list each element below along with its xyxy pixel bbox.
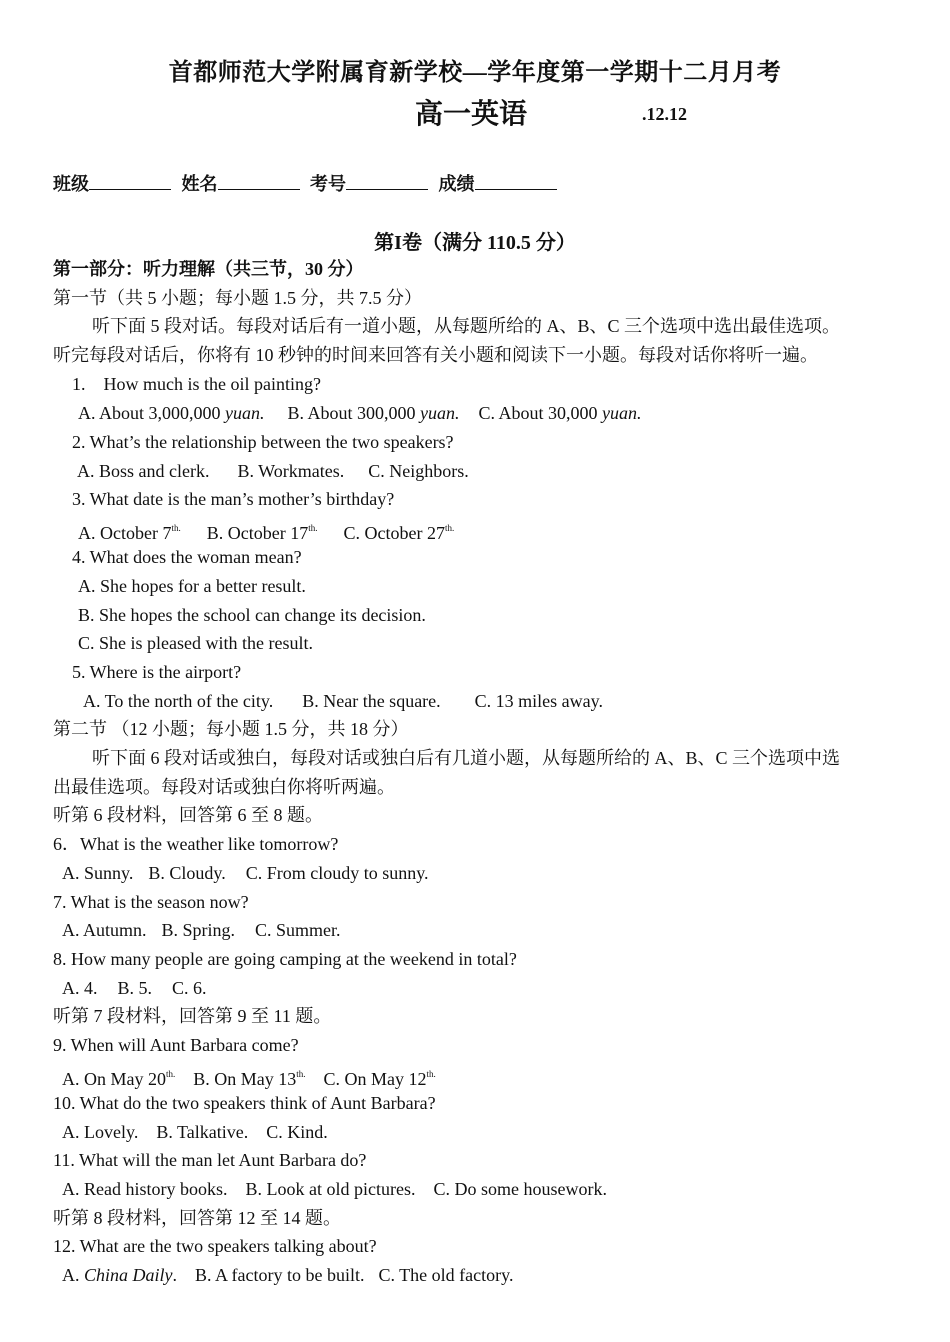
option-b[interactable]: B. Workmates. xyxy=(237,461,345,481)
option-b[interactable]: B. A factory to be built. xyxy=(195,1265,365,1285)
option-c[interactable] xyxy=(344,523,455,543)
question-3-options xyxy=(78,516,454,545)
section1-instruction-1: 听下面 5 段对话。每段对话后有一道小题，从每题所给的 A、B、C 三个选项中选出最佳选项。 xyxy=(92,316,841,336)
question-4-stem: 4. What does the woman mean? xyxy=(72,547,302,567)
option-a[interactable]: A. 4. xyxy=(62,978,98,998)
option-c-unit: yuan. xyxy=(602,403,642,423)
option-c[interactable]: C. 6. xyxy=(172,978,207,998)
ordinal-suffix: th. xyxy=(444,523,455,533)
option-c-text: C. On May 12 xyxy=(323,1069,427,1089)
option-c[interactable]: C. The old factory. xyxy=(378,1265,514,1285)
option-b-unit: yuan. xyxy=(420,403,460,423)
option-c-text: C. About 30,000 xyxy=(478,403,603,423)
field-id-blank[interactable] xyxy=(346,173,428,190)
question-10-stem: 10. What do the two speakers think of Aunt Barbara? xyxy=(53,1093,436,1113)
option-c-text: C. October 27 xyxy=(343,523,445,543)
option-b[interactable]: B. Spring. xyxy=(161,920,236,940)
question-11-options xyxy=(62,1177,607,1201)
option-a[interactable] xyxy=(78,523,181,543)
question-6-stem: 6．What is the weather like tomorrow? xyxy=(53,834,339,854)
option-c[interactable] xyxy=(324,1069,436,1089)
exam-title: 首都师范大学附属育新学校—学年度第一学期十二月月考 xyxy=(168,60,782,86)
question-12-stem: 12. What are the two speakers talking about? xyxy=(53,1236,377,1256)
option-b-text: B. On May 13 xyxy=(193,1069,297,1089)
option-a-text: A. On May 20 xyxy=(62,1069,166,1089)
option-a[interactable] xyxy=(62,1069,175,1089)
option-a[interactable]: A. Boss and clerk. xyxy=(77,461,210,481)
question-7-options xyxy=(62,918,341,942)
question-12-options xyxy=(62,1263,513,1287)
option-c[interactable]: C. She is pleased with the result. xyxy=(78,633,313,653)
option-b[interactable] xyxy=(207,523,318,543)
question-2-options xyxy=(77,459,469,483)
ordinal-suffix: th. xyxy=(171,523,181,533)
option-b[interactable] xyxy=(288,403,460,423)
option-a[interactable] xyxy=(62,1265,177,1285)
question-1-stem: 1. How much is the oil painting? xyxy=(72,374,321,394)
option-a[interactable] xyxy=(78,403,265,423)
option-a[interactable]: A. Autumn. xyxy=(62,920,147,940)
question-10-options xyxy=(62,1120,328,1144)
question-5-options xyxy=(83,689,603,713)
option-b[interactable]: B. Talkative. xyxy=(156,1122,249,1142)
option-c[interactable]: C. Kind. xyxy=(266,1122,328,1142)
option-b-text: B. October 17 xyxy=(206,523,309,543)
option-b[interactable]: B. Cloudy. xyxy=(148,863,226,883)
option-a[interactable]: A. To the north of the city. xyxy=(83,691,274,711)
exam-date: .12.12 xyxy=(642,104,687,124)
material-7-heading: 听第 7 段材料，回答第 9 至 11 题。 xyxy=(53,1006,332,1026)
question-2-stem: 2. What’s the relationship between the two speakers? xyxy=(72,432,454,452)
question-1-options xyxy=(78,401,642,425)
material-8-heading: 听第 8 段材料，回答第 12 至 14 题。 xyxy=(53,1208,341,1228)
section1-instruction-2: 听完每段对话后，你将有 10 秒钟的时间来回答有关小题和阅读下一小题。每段对话你将听一遍。 xyxy=(53,345,818,365)
ordinal-suffix: th. xyxy=(296,1069,306,1079)
option-a[interactable]: A. Sunny. xyxy=(62,863,134,883)
question-5-stem: 5. Where is the airport? xyxy=(72,662,242,682)
field-class-blank[interactable] xyxy=(89,173,171,190)
section2-instruction-2: 出最佳选项。每段对话或独白你将听两遍。 xyxy=(53,777,395,797)
section2-title: 第二节 （12 小题；每小题 1.5 分，共 18 分） xyxy=(53,719,409,739)
question-9-options xyxy=(62,1062,436,1091)
question-3-stem: 3. What date is the man’s mother’s birthday? xyxy=(72,489,395,509)
option-a-text: A. About 3,000,000 xyxy=(78,403,226,423)
section2-instruction-1: 听下面 6 段对话或独白，每段对话或独白后有几道小题，从每题所给的 A、B、C 三个选项中选 xyxy=(92,748,841,768)
question-11-stem: 11. What will the man let Aunt Barbara do? xyxy=(53,1150,367,1170)
section1-title: 第一节（共 5 小题；每小题 1.5 分，共 7.5 分） xyxy=(53,288,422,308)
field-name-label: 姓名 xyxy=(181,174,218,194)
option-b[interactable]: B. 5. xyxy=(117,978,153,998)
option-b[interactable]: B. Look at old pictures. xyxy=(245,1179,416,1199)
option-b-text: B. About 300,000 xyxy=(287,403,421,423)
ordinal-suffix: th. xyxy=(166,1069,176,1079)
part1-title: 第一部分：听力理解（共三节，30 分） xyxy=(53,259,364,279)
option-a-prefix: A. xyxy=(62,1265,84,1285)
option-a-title: China Daily xyxy=(84,1265,173,1285)
question-8-stem: 8. How many people are going camping at the weekend in total? xyxy=(53,949,517,969)
option-c[interactable]: C. Neighbors. xyxy=(368,461,469,481)
option-a-suffix: . xyxy=(172,1265,177,1285)
option-c[interactable]: C. Summer. xyxy=(255,920,341,940)
ordinal-suffix: th. xyxy=(426,1069,436,1079)
field-name-blank[interactable] xyxy=(218,173,300,190)
option-a[interactable]: A. Read history books. xyxy=(62,1179,228,1199)
material-6-heading: 听第 6 段材料，回答第 6 至 8 题。 xyxy=(53,805,323,825)
volume-title: 第I卷（满分 110.5 分） xyxy=(374,232,576,254)
ordinal-suffix: th. xyxy=(308,523,318,533)
option-a[interactable]: A. She hopes for a better result. xyxy=(78,576,306,596)
option-a-unit: yuan. xyxy=(225,403,265,423)
option-c[interactable]: C. 13 miles away. xyxy=(474,691,603,711)
option-b[interactable] xyxy=(193,1069,305,1089)
student-info-fields xyxy=(53,170,563,196)
field-score-label: 成绩 xyxy=(438,174,475,194)
question-7-stem: 7. What is the season now? xyxy=(53,892,249,912)
option-c[interactable] xyxy=(479,403,642,423)
option-b[interactable]: B. She hopes the school can change its decision. xyxy=(78,605,426,625)
option-c[interactable]: C. Do some housework. xyxy=(433,1179,607,1199)
option-a[interactable]: A. Lovely. xyxy=(62,1122,139,1142)
field-class-label: 班级 xyxy=(53,174,89,194)
option-a-text: A. October 7 xyxy=(78,523,172,543)
option-b[interactable]: B. Near the square. xyxy=(302,691,441,711)
option-c[interactable]: C. From cloudy to sunny. xyxy=(245,863,429,883)
subject-title: 高一英语 xyxy=(415,99,528,130)
field-score-blank[interactable] xyxy=(475,173,557,190)
field-id-label: 考号 xyxy=(310,174,346,194)
question-6-options xyxy=(62,861,429,885)
question-8-options xyxy=(62,976,207,1000)
question-9-stem: 9. When will Aunt Barbara come? xyxy=(53,1035,299,1055)
